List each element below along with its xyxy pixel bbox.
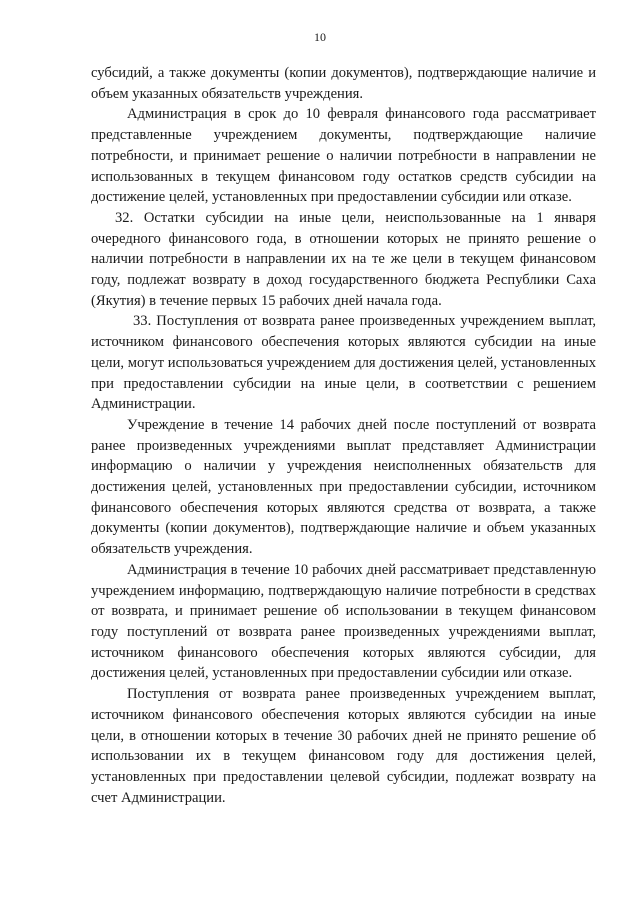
paragraph-administration-decision: Администрация в течение 10 рабочих дней рассматривает представленную учреждением информацию, подтверждающую наличие потребности в средствах от возврата, и принимает решение об использовании в текущем финансовом году поступлений от возврата ранее произведенных учреждениями выплат, источником финансового обеспечения которых являются субсидии, для достижения целей, установленных при предоставлении субсидии или отказе.: [91, 561, 596, 682]
paragraph-33: 33. Поступления от возврата ранее произведенных учреждением выплат, источником финансового обеспечения которых являются субсидии на иные цели, могут использоваться учреждением для достижения целей, установленных при предоставлении субсидии на иные цели, в соответствии с решением Администрации.: [91, 313, 596, 413]
paragraph-continuation: субсидий, а также документы (копии документов), подтверждающие наличие и объем указанных обязательств учреждения.: [91, 65, 596, 102]
paragraph-32: 32. Остатки субсидии на иные цели, неиспользованные на 1 января очередного финансового года, в отношении которых не принято решение о наличии потребности в направлении их на те же цели в текущем финансовом году, подлежат возврату в доход государственного бюджета Республики Саха (Якутия) в течение первых 15 рабочих дней начала года.: [91, 209, 596, 309]
paragraph-return-to-account: Поступления от возврата ранее произведенных учреждением выплат, источником финансового обеспечения которых являются субсидии на иные цели, в отношении которых в течение 30 рабочих дней не принято решение об использовании их в текущем финансовом году для достижения целей, установленных при предоставлении целевой субсидии, подлежат возврату на счет Администрации.: [91, 686, 596, 806]
paragraph-administration-review: Администрация в срок до 10 февраля финансового года рассматривает представленные учреждением документы, подтверждающие наличие потребности, и принимает решение о наличии потребности в направлении не использованных в текущем финансовом году остатков средств субсидии на достижение целей, установленных при предоставлении субсидии или отказе.: [91, 106, 596, 206]
paragraph-institution-report: Учреждение в течение 14 рабочих дней после поступлений от возврата ранее произведенных учреждениями выплат представляет Администрации информацию о наличии у учреждения неисполненных обязательств для достижения целей, установленных при предоставлении субсидии, источником финансового обеспечения которых являются средства от возврата, а также документы (копии документов), подтверждающие наличие и объем указанных обязательств учреждения.: [91, 416, 596, 558]
page-number: 10: [314, 30, 326, 44]
document-body: [91, 63, 596, 808]
